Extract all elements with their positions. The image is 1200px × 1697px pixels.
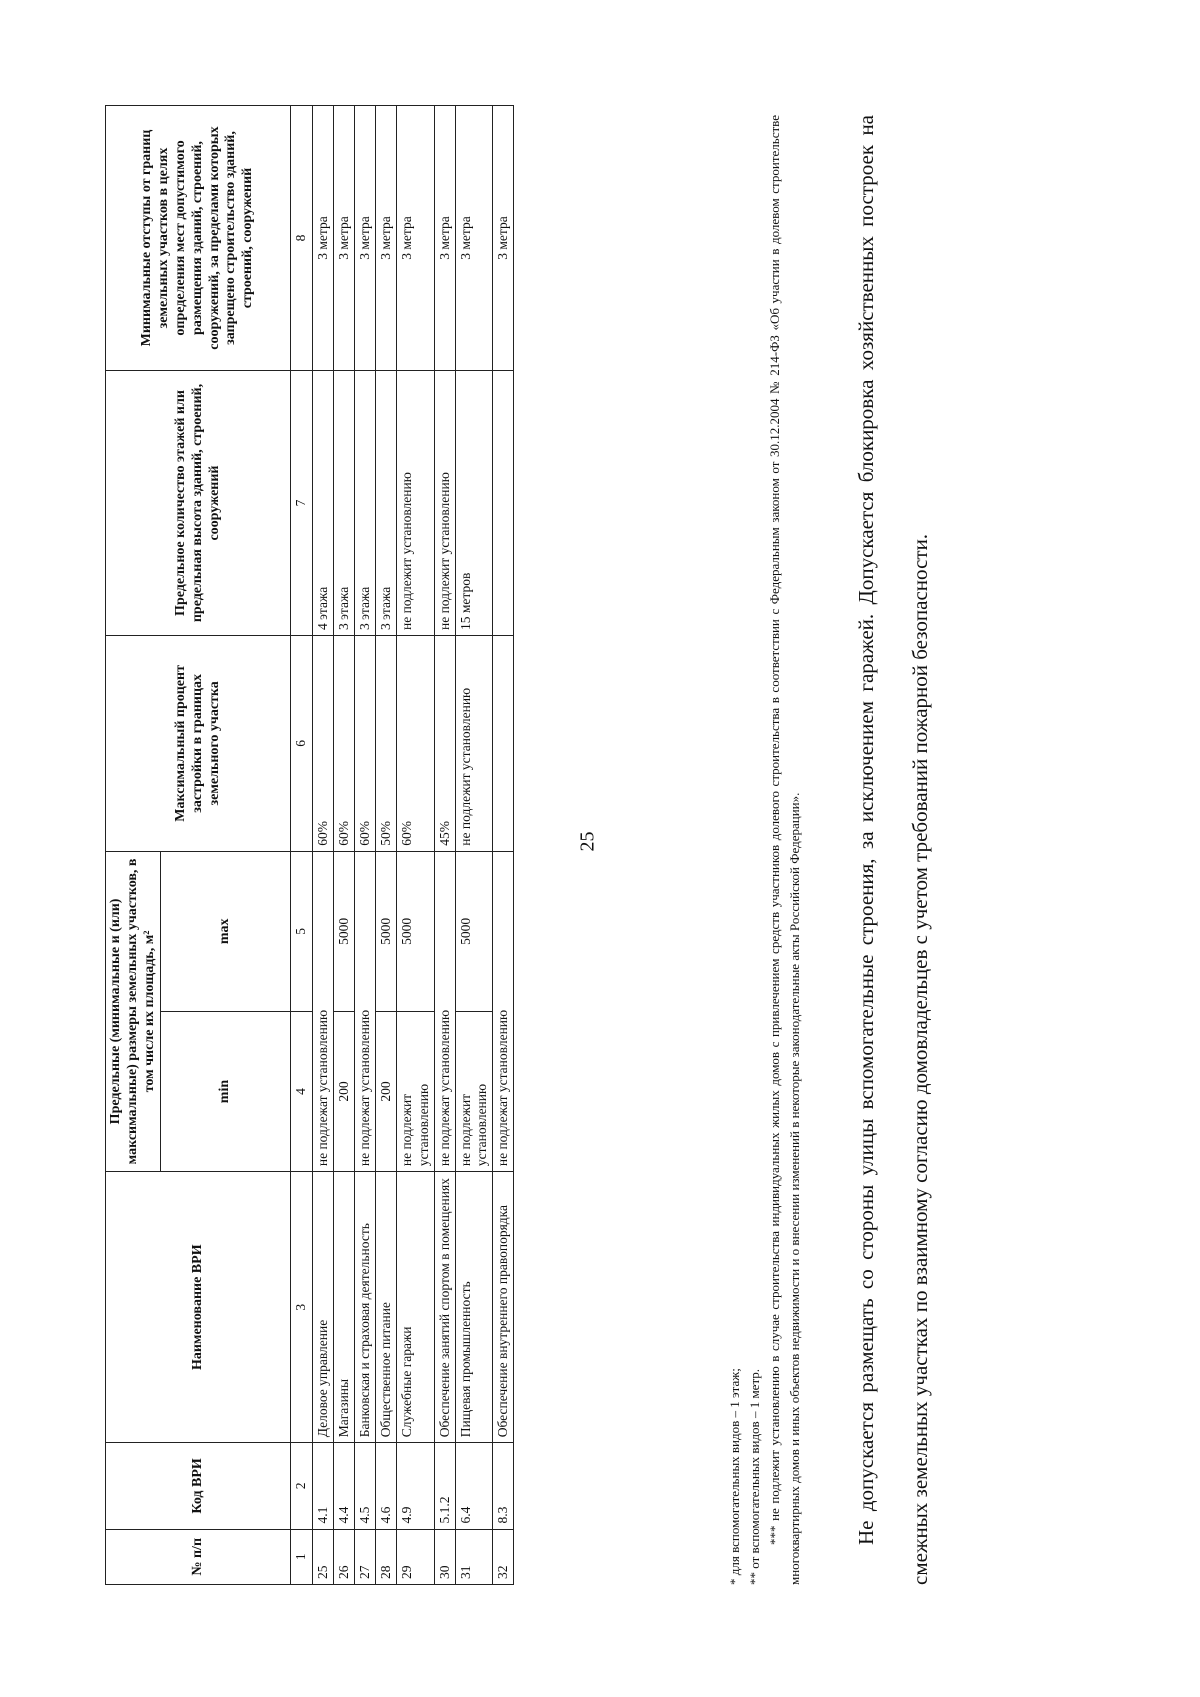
row-min: 200 — [333, 1011, 354, 1171]
regulations-table — [105, 105, 514, 1585]
row-name: Служебные гаражи — [397, 1172, 434, 1443]
header-setback: Минимальные отступы от границ земельных участков в целях определения мест допустимого размещения зданий, строений, сооружений, за пределами которых запрещено строительство зданий, строений, сооружений — [106, 106, 291, 371]
row-name: Пищевая промышленность — [455, 1172, 492, 1443]
row-setback: 3 метра — [434, 106, 455, 371]
col-number: 4 — [291, 1011, 312, 1171]
row-percent: 45% — [434, 636, 455, 852]
row-num: 26 — [333, 1529, 354, 1584]
col-number: 2 — [291, 1443, 312, 1529]
row-code: 4.6 — [376, 1443, 397, 1529]
table-row — [493, 106, 514, 1585]
row-code: 6.4 — [455, 1443, 492, 1529]
row-name: Деловое управление — [312, 1172, 333, 1443]
row-percent: 50% — [376, 636, 397, 852]
row-max: 5000 — [333, 851, 354, 1011]
row-floors: не подлежит установлению — [397, 371, 434, 636]
row-setback: 3 метра — [354, 106, 375, 371]
row-percent: не подлежит установлению — [455, 636, 492, 852]
row-num: 25 — [312, 1529, 333, 1584]
row-setback: 3 метра — [493, 106, 514, 371]
row-floors: 4 этажа — [312, 371, 333, 636]
row-percent: 60% — [333, 636, 354, 852]
row-num: 30 — [434, 1529, 455, 1584]
row-min-max: не подлежат установлению — [354, 851, 375, 1171]
row-percent: 60% — [312, 636, 333, 852]
row-min: 200 — [376, 1011, 397, 1171]
footnote-2: ** от вспомогательных видов – 1 метр. — [747, 1368, 763, 1585]
row-num: 28 — [376, 1529, 397, 1584]
table-row — [455, 106, 492, 1585]
row-setback: 3 метра — [333, 106, 354, 371]
header-max: max — [161, 851, 291, 1011]
row-max: 5000 — [455, 851, 492, 1011]
row-floors: 3 этажа — [333, 371, 354, 636]
row-percent: 60% — [397, 636, 434, 852]
row-name: Обеспечение занятий спортом в помещениях — [434, 1172, 455, 1443]
row-setback: 3 метра — [376, 106, 397, 371]
row-setback: 3 метра — [397, 106, 434, 371]
row-min: не подлежит установлению — [455, 1011, 492, 1171]
row-num: 31 — [455, 1529, 492, 1584]
row-code: 4.4 — [333, 1443, 354, 1529]
row-setback: 3 метра — [312, 106, 333, 371]
table-row — [333, 106, 354, 1585]
table-row — [354, 106, 375, 1585]
row-floors: 15 метров — [455, 371, 492, 636]
row-code: 4.5 — [354, 1443, 375, 1529]
row-code: 8.3 — [493, 1443, 514, 1529]
row-num: 32 — [493, 1529, 514, 1584]
main-paragraph: Не допускается размещать со стороны улицы вспомогательные строения, за исключением гаражей. Допускается блокировка хозяйственных построек на смежных земельных участках по взаимному согласию домовладельцев с учетом требований пожарной безопасности. — [854, 115, 932, 1585]
footnote-1: * для вспомогательных видов – 1 этаж; — [727, 1368, 742, 1585]
footnotes — [725, 115, 806, 1585]
row-floors — [493, 371, 514, 636]
footnote-3: *** не подлежит установлению в случае строительства индивидуальных жилых домов с привлечением средств участников долевого строительства в соответствии с Федеральным законом от 30.12.2004 № 214-ФЗ «Об участии в долевом строительстве многоквартирных домов и иных объектов недвижимости и о внесении изменений в некоторые законодательные акты Российской Федерации». — [767, 115, 803, 1585]
table-row — [397, 106, 434, 1585]
row-floors: не подлежит установлению — [434, 371, 455, 636]
row-name: Банковская и страховая деятельность — [354, 1172, 375, 1443]
col-number: 8 — [291, 106, 312, 371]
col-number: 5 — [291, 851, 312, 1011]
row-max: 5000 — [397, 851, 434, 1011]
row-code: 5.1.2 — [434, 1443, 455, 1529]
row-floors: 3 этажа — [354, 371, 375, 636]
col-number: 6 — [291, 636, 312, 852]
header-num: № п/п — [106, 1529, 291, 1584]
col-number: 7 — [291, 371, 312, 636]
page-number: 25 — [576, 831, 599, 852]
row-name: Общественное питание — [376, 1172, 397, 1443]
table-row — [434, 106, 455, 1585]
row-max: 5000 — [376, 851, 397, 1011]
row-name: Обеспечение внутреннего правопорядка — [493, 1172, 514, 1443]
row-code: 4.1 — [312, 1443, 333, 1529]
header-percent: Максимальный процент застройки в границах земельного участка — [106, 636, 291, 852]
header-size-group: Предельные (минимальные и (или) максимальные) размеры земельных участков, в том числе их площадь, м² — [106, 851, 161, 1171]
table-row — [376, 106, 397, 1585]
row-num: 27 — [354, 1529, 375, 1584]
row-percent — [493, 636, 514, 852]
row-min: не подлежит установлению — [397, 1011, 434, 1171]
header-name: Наименование ВРИ — [106, 1172, 291, 1443]
header-code: Код ВРИ — [106, 1443, 291, 1529]
row-code: 4.9 — [397, 1443, 434, 1529]
header-min: min — [161, 1011, 291, 1171]
header-floors: Предельное количество этажей или предельная высота зданий, строений, сооружений — [106, 371, 291, 636]
row-floors: 3 этажа — [376, 371, 397, 636]
row-min-max: не подлежат установлению — [434, 851, 455, 1171]
col-number: 1 — [291, 1529, 312, 1584]
rotated-page-content — [105, 105, 1065, 1585]
table-row — [312, 106, 333, 1585]
col-number: 3 — [291, 1172, 312, 1443]
row-setback: 3 метра — [455, 106, 492, 371]
row-num: 29 — [397, 1529, 434, 1584]
row-min-max: не подлежат установлению — [312, 851, 333, 1171]
row-name: Магазины — [333, 1172, 354, 1443]
row-min-max: не подлежат установлению — [493, 851, 514, 1171]
row-percent: 60% — [354, 636, 375, 852]
